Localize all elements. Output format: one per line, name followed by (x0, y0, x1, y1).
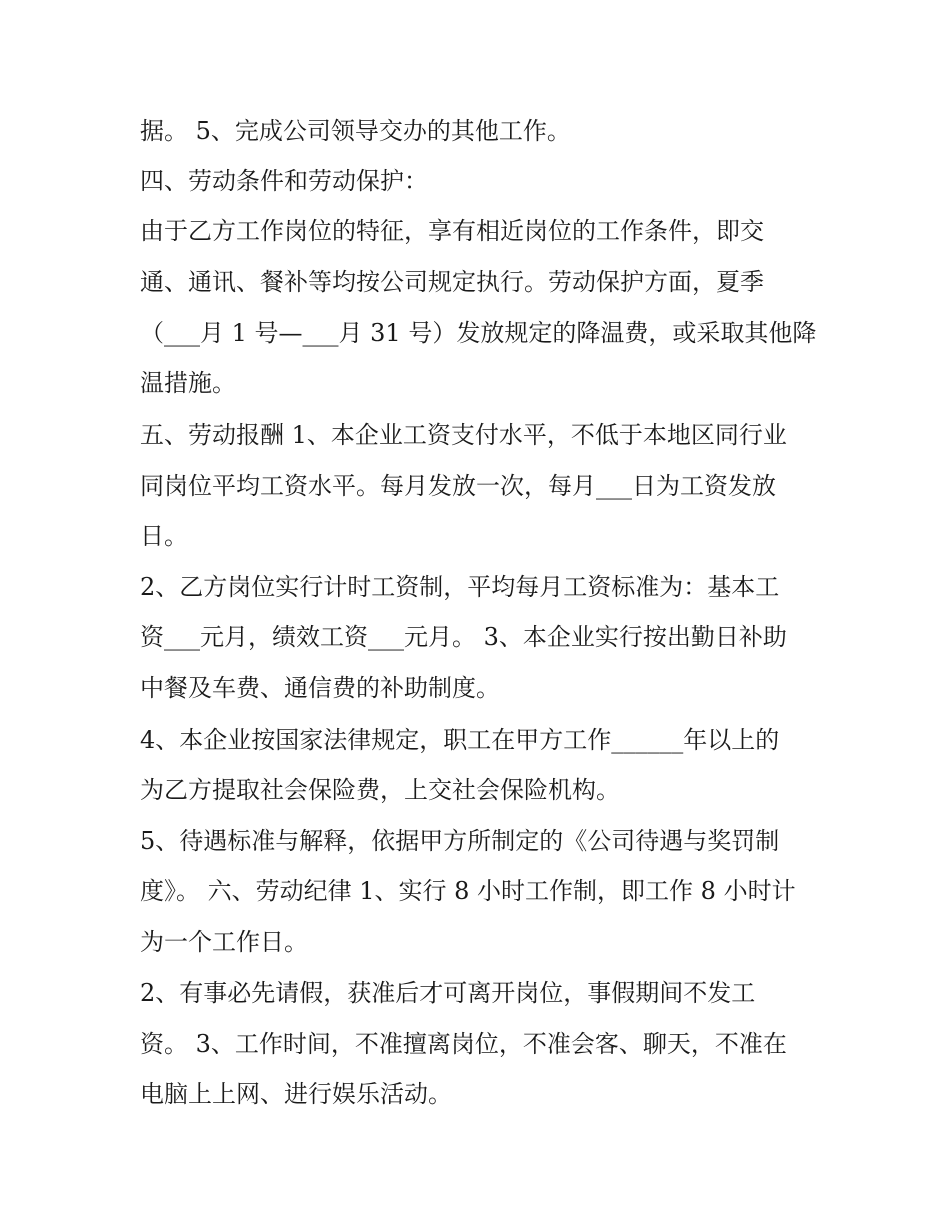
text-line: 资。 3、工作时间，不准擅离岗位，不准会客、聊天，不准在 (140, 1030, 787, 1058)
text-line: 2、有事必先请假，获准后才可离开岗位，事假期间不发工 (140, 979, 756, 1007)
text-line: （___月 1 号—___月 31 号）发放规定的降温费，或采取其他降 (140, 319, 817, 347)
text-line: 五、劳动报酬 1、本企业工资支付水平，不低于本地区同行业 (140, 421, 787, 449)
text-line: 由于乙方工作岗位的特征，享有相近岗位的工作条件，即交 (140, 217, 764, 245)
text-line: 资___元月，绩效工资___元月。 3、本企业实行按出勤日补助 (140, 623, 787, 651)
text-line: 日。 (140, 522, 188, 550)
text-line: 5、待遇标准与解释，依据甲方所制定的《公司待遇与奖罚制 (140, 827, 780, 855)
text-line: 度》。 六、劳动纪律 1、实行 8 小时工作制，即工作 8 小时计 (140, 877, 796, 905)
text-line: 通、通讯、餐补等均按公司规定执行。劳动保护方面，夏季 (140, 268, 764, 296)
text-line: 电脑上上网、进行娱乐活动。 (140, 1080, 452, 1108)
text-line: 同岗位平均工资水平。每月发放一次，每月___日为工资发放 (140, 472, 776, 500)
text-line: 2、乙方岗位实行计时工资制，平均每月工资标准为：基本工 (140, 573, 780, 601)
text-line: 温措施。 (140, 369, 236, 397)
section-heading: 四、劳动条件和劳动保护： (140, 167, 428, 195)
text-line: 4、本企业按国家法律规定，职工在甲方工作______年以上的 (140, 726, 780, 754)
text-line: 据。 5、完成公司领导交办的其他工作。 (140, 117, 571, 145)
text-line: 为乙方提取社会保险费，上交社会保险机构。 (140, 776, 620, 804)
text-line: 为一个工作日。 (140, 928, 308, 956)
text-line: 中餐及车费、通信费的补助制度。 (140, 674, 500, 702)
